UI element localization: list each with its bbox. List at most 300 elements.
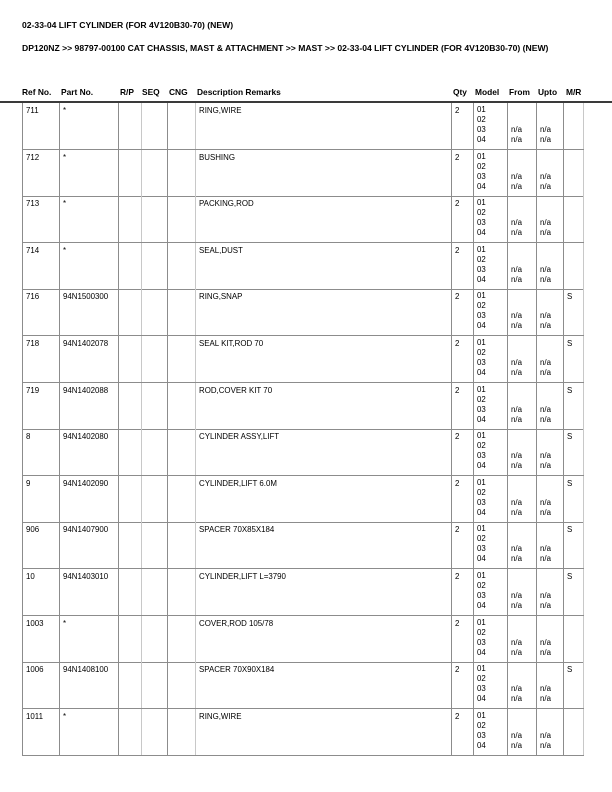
upto-line: n/a	[540, 264, 551, 274]
from-line	[511, 628, 536, 638]
ref-no-cell: 718	[22, 336, 60, 382]
upto-line: n/a	[540, 740, 551, 750]
description-cell: SEAL,DUST	[196, 243, 452, 289]
table-row	[22, 709, 584, 756]
upto-line	[540, 674, 563, 684]
ref-no-cell: 906	[22, 522, 60, 568]
from-cell	[508, 150, 537, 196]
rp-cell	[119, 383, 142, 429]
seq-cell	[142, 522, 168, 568]
ref-no-cell: 716	[22, 289, 60, 335]
description-cell: RING,WIRE	[196, 103, 452, 149]
from-cell	[508, 196, 537, 242]
model-cell	[474, 289, 508, 335]
rp-cell	[119, 569, 142, 615]
model-line: 04	[477, 414, 486, 424]
upto-line: n/a	[540, 591, 551, 600]
seq-cell	[142, 616, 168, 662]
cng-cell	[168, 709, 196, 755]
table-row	[22, 336, 584, 383]
model-line: 01	[477, 524, 486, 534]
header-rp: R/P	[120, 87, 134, 97]
model-line: 03	[477, 125, 486, 134]
from-line	[511, 198, 536, 208]
from-line: n/a	[511, 637, 522, 647]
part-no-cell: *	[60, 243, 119, 289]
from-line: n/a	[511, 321, 522, 331]
mr-cell: S	[564, 522, 584, 568]
upto-cell	[537, 569, 564, 615]
model-line: 02	[477, 534, 486, 544]
header-seq: SEQ	[142, 87, 160, 97]
from-line: n/a	[511, 125, 522, 134]
model-line: 02	[477, 487, 486, 497]
from-line: n/a	[511, 601, 522, 610]
upto-line: n/a	[540, 368, 551, 377]
from-line	[511, 488, 536, 498]
upto-line: n/a	[540, 497, 551, 507]
ref-no-cell: 9	[22, 476, 60, 522]
from-line: n/a	[511, 647, 522, 657]
part-no-cell: *	[60, 616, 119, 662]
from-line	[511, 291, 536, 301]
rp-cell	[119, 150, 142, 196]
from-cell	[508, 522, 537, 568]
from-cell	[508, 243, 537, 289]
model-line: 01	[477, 664, 486, 674]
model-line: 03	[477, 264, 486, 274]
upto-line: n/a	[540, 601, 551, 610]
description-cell: CYLINDER,LIFT 6.0M	[196, 476, 452, 522]
from-line: n/a	[511, 497, 522, 507]
model-line: 01	[477, 710, 486, 720]
description-cell: SEAL KIT,ROD 70	[196, 336, 452, 382]
ref-no-cell: 1006	[22, 662, 60, 708]
part-no-cell: 94N1402088	[60, 383, 119, 429]
from-line: n/a	[511, 461, 522, 471]
model-line: 02	[477, 394, 486, 404]
from-cell	[508, 383, 537, 429]
upto-cell	[537, 662, 564, 708]
header-model: Model	[475, 87, 500, 97]
from-line	[511, 664, 536, 674]
upto-cell	[537, 289, 564, 335]
model-line: 01	[477, 291, 486, 301]
mr-cell: S	[564, 336, 584, 382]
table-row	[22, 289, 584, 336]
ref-no-cell: 1003	[22, 616, 60, 662]
seq-cell	[142, 383, 168, 429]
model-line: 04	[477, 228, 486, 238]
rp-cell	[119, 196, 142, 242]
model-line: 03	[477, 497, 486, 507]
model-line: 04	[477, 181, 486, 191]
mr-cell	[564, 103, 584, 149]
model-line: 02	[477, 720, 486, 730]
part-no-cell: 94N1402090	[60, 476, 119, 522]
from-line	[511, 301, 536, 311]
model-line: 03	[477, 544, 486, 554]
rp-cell	[119, 709, 142, 755]
mr-cell	[564, 616, 584, 662]
seq-cell	[142, 103, 168, 149]
upto-cell	[537, 383, 564, 429]
cng-cell	[168, 336, 196, 382]
model-cell	[474, 196, 508, 242]
upto-cell	[537, 429, 564, 475]
from-line	[511, 162, 536, 172]
model-line: 04	[477, 368, 486, 377]
model-cell	[474, 150, 508, 196]
qty-cell: 2	[452, 289, 474, 335]
from-line: n/a	[511, 135, 522, 144]
header-from: From	[509, 87, 530, 97]
part-no-cell: *	[60, 709, 119, 755]
upto-line	[540, 208, 563, 218]
seq-cell	[142, 429, 168, 475]
upto-line: n/a	[540, 358, 551, 367]
description-cell: SPACER 70X85X184	[196, 522, 452, 568]
upto-cell	[537, 103, 564, 149]
cng-cell	[168, 103, 196, 149]
upto-cell	[537, 616, 564, 662]
cng-cell	[168, 569, 196, 615]
description-cell: BUSHING	[196, 150, 452, 196]
upto-line	[540, 115, 563, 125]
qty-cell: 2	[452, 522, 474, 568]
model-line: 01	[477, 617, 486, 627]
ref-no-cell: 719	[22, 383, 60, 429]
upto-line: n/a	[540, 135, 551, 144]
upto-line: n/a	[540, 544, 551, 554]
from-line	[511, 674, 536, 684]
upto-line: n/a	[540, 684, 551, 694]
rp-cell	[119, 103, 142, 149]
rp-cell	[119, 336, 142, 382]
ref-no-cell: 10	[22, 569, 60, 615]
mr-cell	[564, 709, 584, 755]
upto-cell	[537, 150, 564, 196]
from-line	[511, 208, 536, 218]
header-ref-no: Ref No.	[22, 87, 52, 97]
table-row	[22, 383, 584, 430]
qty-cell: 2	[452, 709, 474, 755]
table-row	[22, 662, 584, 709]
table-row	[22, 429, 584, 476]
upto-line	[540, 245, 563, 255]
model-line: 03	[477, 311, 486, 321]
table-row	[22, 150, 584, 197]
seq-cell	[142, 476, 168, 522]
upto-line	[540, 431, 563, 441]
description-cell: CYLINDER,LIFT L=3790	[196, 569, 452, 615]
cng-cell	[168, 196, 196, 242]
seq-cell	[142, 196, 168, 242]
upto-line	[540, 385, 563, 395]
model-line: 03	[477, 171, 486, 181]
from-line: n/a	[511, 358, 522, 367]
model-cell	[474, 709, 508, 755]
upto-line: n/a	[540, 181, 551, 191]
from-cell	[508, 103, 537, 149]
mr-cell: S	[564, 429, 584, 475]
seq-cell	[142, 569, 168, 615]
model-line: 04	[477, 601, 486, 610]
model-line: 01	[477, 571, 486, 580]
upto-cell	[537, 196, 564, 242]
model-cell	[474, 569, 508, 615]
from-line	[511, 338, 536, 348]
from-line	[511, 618, 536, 628]
upto-line	[540, 534, 563, 544]
qty-cell: 2	[452, 243, 474, 289]
mr-cell: S	[564, 289, 584, 335]
table-row	[22, 196, 584, 243]
mr-cell: S	[564, 569, 584, 615]
from-line	[511, 152, 536, 162]
table-row	[22, 522, 584, 569]
upto-line	[540, 488, 563, 498]
from-line: n/a	[511, 554, 522, 564]
model-line: 03	[477, 218, 486, 228]
model-line: 03	[477, 404, 486, 414]
from-line: n/a	[511, 404, 522, 414]
qty-cell: 2	[452, 616, 474, 662]
upto-line: n/a	[540, 451, 551, 461]
upto-line	[540, 301, 563, 311]
from-line	[511, 105, 536, 115]
table-row	[22, 616, 584, 663]
table-header	[0, 87, 612, 99]
seq-cell	[142, 662, 168, 708]
from-line: n/a	[511, 507, 522, 517]
ref-no-cell: 714	[22, 243, 60, 289]
from-line: n/a	[511, 264, 522, 274]
cng-cell	[168, 476, 196, 522]
qty-cell: 2	[452, 429, 474, 475]
model-line: 01	[477, 384, 486, 394]
header-upto: Upto	[538, 87, 558, 97]
upto-line	[540, 338, 563, 348]
from-line	[511, 245, 536, 255]
from-cell	[508, 616, 537, 662]
from-line: n/a	[511, 368, 522, 377]
rp-cell	[119, 616, 142, 662]
ref-no-cell: 713	[22, 196, 60, 242]
cng-cell	[168, 429, 196, 475]
qty-cell: 2	[452, 103, 474, 149]
upto-cell	[537, 522, 564, 568]
model-line: 03	[477, 684, 486, 694]
table-row	[22, 103, 584, 150]
parts-table	[22, 103, 585, 758]
upto-cell	[537, 709, 564, 755]
upto-line: n/a	[540, 637, 551, 647]
from-line	[511, 431, 536, 441]
ref-no-cell: 711	[22, 103, 60, 149]
part-no-cell: 94N1407900	[60, 522, 119, 568]
table-row	[22, 476, 584, 523]
upto-line	[540, 162, 563, 172]
breadcrumb: DP120NZ >> 98797-00100 CAT CHASSIS, MAST & ATTACHMENT >> MAST >> 02-33-04 LIFT CYLINDER (FOR 4V120B30-70) (NEW)	[22, 43, 549, 53]
from-line: n/a	[511, 544, 522, 554]
description-cell: COVER,ROD 105/78	[196, 616, 452, 662]
mr-cell	[564, 196, 584, 242]
seq-cell	[142, 150, 168, 196]
from-line	[511, 711, 536, 721]
from-line	[511, 478, 536, 488]
cng-cell	[168, 150, 196, 196]
from-line: n/a	[511, 414, 522, 424]
qty-cell: 2	[452, 336, 474, 382]
part-no-cell: *	[60, 196, 119, 242]
from-line	[511, 581, 536, 591]
upto-line: n/a	[540, 274, 551, 284]
upto-line	[540, 581, 563, 591]
mr-cell	[564, 150, 584, 196]
header-qty: Qty	[453, 87, 467, 97]
from-line: n/a	[511, 730, 522, 740]
ref-no-cell: 1011	[22, 709, 60, 755]
rp-cell	[119, 476, 142, 522]
upto-line: n/a	[540, 461, 551, 471]
rp-cell	[119, 429, 142, 475]
part-no-cell: 94N1408100	[60, 662, 119, 708]
upto-line: n/a	[540, 321, 551, 331]
from-cell	[508, 336, 537, 382]
model-cell	[474, 243, 508, 289]
upto-line: n/a	[540, 404, 551, 414]
model-line: 04	[477, 694, 486, 704]
upto-line: n/a	[540, 228, 551, 238]
model-line: 02	[477, 348, 486, 357]
model-cell	[474, 522, 508, 568]
mr-cell: S	[564, 383, 584, 429]
part-no-cell: 94N1402080	[60, 429, 119, 475]
from-line: n/a	[511, 694, 522, 704]
part-no-cell: 94N1402078	[60, 336, 119, 382]
part-no-cell: 94N1403010	[60, 569, 119, 615]
header-part-no: Part No.	[61, 87, 94, 97]
cng-cell	[168, 289, 196, 335]
upto-line	[540, 628, 563, 638]
from-cell	[508, 289, 537, 335]
ref-no-cell: 8	[22, 429, 60, 475]
model-line: 01	[477, 244, 486, 254]
upto-cell	[537, 243, 564, 289]
table-row	[22, 243, 584, 290]
upto-line	[540, 441, 563, 451]
model-line: 04	[477, 274, 486, 284]
upto-line	[540, 152, 563, 162]
rp-cell	[119, 289, 142, 335]
part-no-cell: *	[60, 103, 119, 149]
rp-cell	[119, 662, 142, 708]
from-line: n/a	[511, 228, 522, 238]
upto-line	[540, 198, 563, 208]
model-line: 02	[477, 441, 486, 451]
model-cell	[474, 103, 508, 149]
description-cell: RING,WIRE	[196, 709, 452, 755]
qty-cell: 2	[452, 569, 474, 615]
header-cng: CNG	[169, 87, 188, 97]
description-cell: CYLINDER ASSY,LIFT	[196, 429, 452, 475]
model-line: 04	[477, 321, 486, 331]
from-cell	[508, 476, 537, 522]
upto-line: n/a	[540, 125, 551, 134]
model-line: 04	[477, 507, 486, 517]
part-no-cell: *	[60, 150, 119, 196]
qty-cell: 2	[452, 196, 474, 242]
part-no-cell: 94N1500300	[60, 289, 119, 335]
model-line: 01	[477, 198, 486, 208]
upto-line: n/a	[540, 218, 551, 228]
upto-line	[540, 571, 563, 581]
model-line: 03	[477, 451, 486, 461]
model-cell	[474, 383, 508, 429]
upto-line: n/a	[540, 554, 551, 564]
upto-line	[540, 255, 563, 265]
model-line: 02	[477, 581, 486, 590]
upto-line	[540, 291, 563, 301]
cng-cell	[168, 243, 196, 289]
model-line: 02	[477, 254, 486, 264]
model-line: 03	[477, 358, 486, 367]
model-line: 02	[477, 161, 486, 171]
from-cell	[508, 709, 537, 755]
from-line: n/a	[511, 218, 522, 228]
from-line: n/a	[511, 171, 522, 181]
seq-cell	[142, 336, 168, 382]
from-line	[511, 571, 536, 581]
cng-cell	[168, 383, 196, 429]
from-line: n/a	[511, 740, 522, 750]
seq-cell	[142, 289, 168, 335]
model-line: 04	[477, 740, 486, 750]
upto-line	[540, 664, 563, 674]
description-cell: RING,SNAP	[196, 289, 452, 335]
header-mr: M/R	[566, 87, 582, 97]
model-line: 02	[477, 674, 486, 684]
model-line: 03	[477, 591, 486, 600]
from-line	[511, 721, 536, 731]
rp-cell	[119, 522, 142, 568]
upto-line: n/a	[540, 414, 551, 424]
qty-cell: 2	[452, 662, 474, 708]
from-line: n/a	[511, 684, 522, 694]
seq-cell	[142, 243, 168, 289]
cng-cell	[168, 662, 196, 708]
table-row	[22, 569, 584, 616]
model-line: 04	[477, 135, 486, 144]
model-line: 04	[477, 554, 486, 564]
rp-cell	[119, 243, 142, 289]
qty-cell: 2	[452, 383, 474, 429]
model-cell	[474, 476, 508, 522]
upto-line	[540, 478, 563, 488]
description-cell: ROD,COVER KIT 70	[196, 383, 452, 429]
from-line: n/a	[511, 311, 522, 321]
model-cell	[474, 429, 508, 475]
model-line: 03	[477, 637, 486, 647]
model-line: 02	[477, 627, 486, 637]
from-cell	[508, 429, 537, 475]
from-line: n/a	[511, 451, 522, 461]
upto-cell	[537, 336, 564, 382]
mr-cell: S	[564, 662, 584, 708]
page-title: 02-33-04 LIFT CYLINDER (FOR 4V120B30-70) (NEW)	[22, 20, 234, 30]
upto-line	[540, 105, 563, 115]
